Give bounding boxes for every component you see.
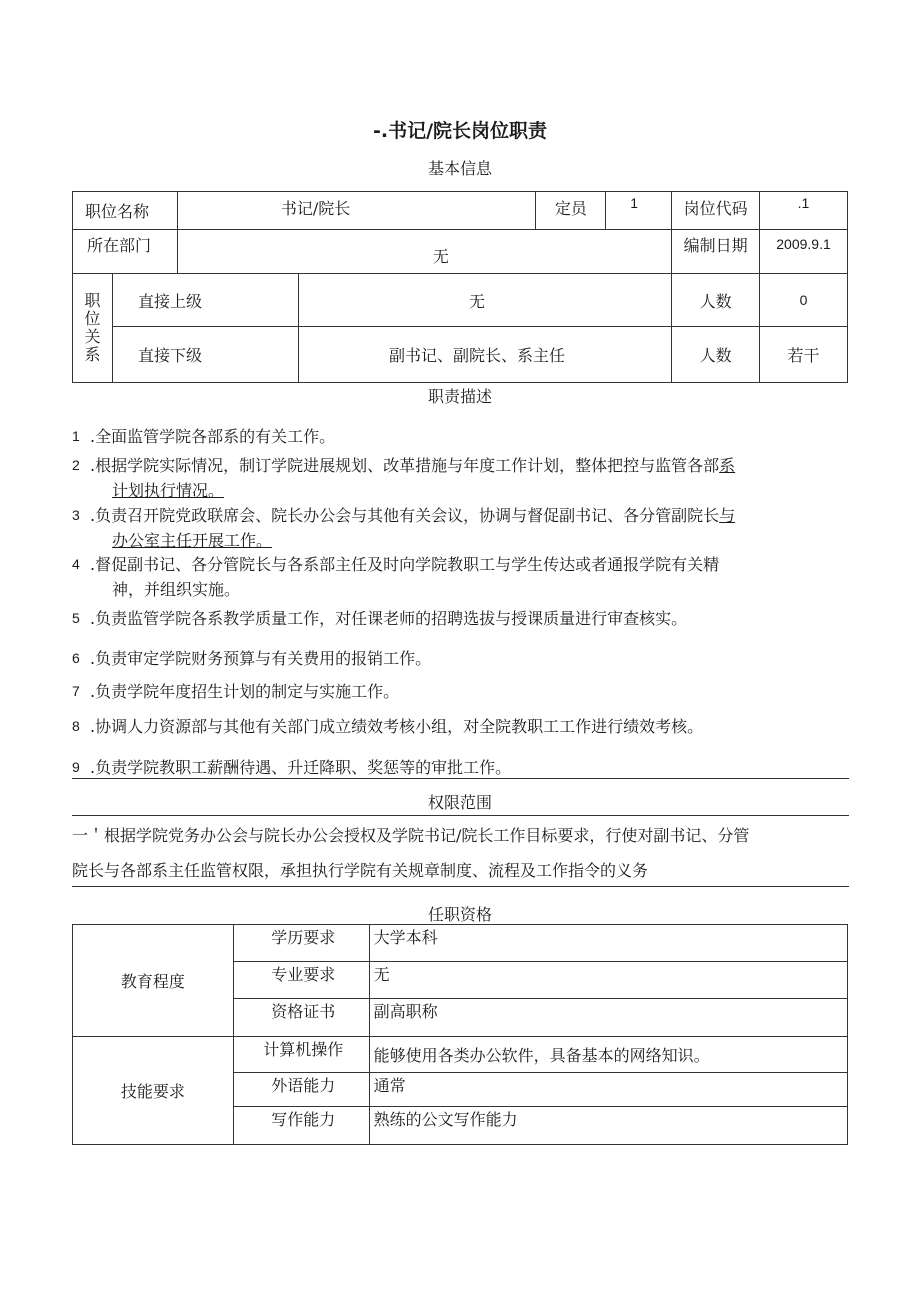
qualification-label: 资格证书	[233, 999, 369, 1037]
subordinate-count-value: 若干	[760, 327, 848, 383]
duty-text: .督促副书记、各分管院长与各系部主任及时向学院教职工与学生传达或者通报学院有关精	[90, 555, 720, 574]
skills-label: 技能要求	[73, 1037, 234, 1145]
section-duties-heading: 职责描述	[427, 387, 492, 406]
authority-text	[72, 818, 852, 888]
authority-line: 院长与各部系主任监管权限，承担执行学院有关规章制度、流程及工作指令的义务	[72, 861, 649, 880]
duty-text: .全面监管学院各部系的有关工作。	[90, 427, 336, 446]
subordinate-value: 副书记、副院长、系主任	[298, 327, 672, 383]
qualification-label: 计算机操作	[233, 1037, 369, 1073]
qualification-value: 无	[369, 962, 847, 999]
section-authority-heading: 权限范围	[427, 793, 492, 812]
duty-text: .根据学院实际情况，制订学院进展规划、改革措施与年度工作计划，整体把控与监管各部	[90, 456, 720, 475]
duty-number: 1	[72, 428, 80, 444]
duty-number: 9	[72, 759, 80, 775]
date-value: 2009.9.1	[760, 230, 848, 274]
qualification-label: 学历要求	[233, 925, 369, 962]
department-label: 所在部门	[73, 230, 178, 274]
duty-number: 3	[72, 507, 80, 523]
duty-item	[72, 679, 847, 704]
duty-text: .协调人力资源部与其他有关部门成立绩效考核小组，对全院教职工工作进行绩效考核。	[90, 717, 704, 736]
duty-number: 8	[72, 718, 80, 734]
duty-text: .负责学院教职工薪酬待遇、升迁降职、奖惩等的审批工作。	[90, 758, 512, 777]
duty-item	[72, 552, 847, 602]
duty-number: 2	[72, 457, 80, 473]
duty-item	[72, 646, 847, 671]
position-code-label: 岗位代码	[672, 192, 760, 230]
qualification-value: 通常	[369, 1073, 847, 1107]
subordinate-count-label: 人数	[672, 327, 760, 383]
qualification-value: 熟练的公文写作能力	[369, 1107, 847, 1145]
date-label: 编制日期	[672, 230, 760, 274]
duty-continuation: 办公室主任开展工作。	[112, 531, 273, 550]
duty-number: 6	[72, 650, 80, 666]
headcount-value: 1	[606, 192, 672, 230]
duty-text: .负责召开院党政联席会、院长办公会与其他有关会议，协调与督促副书记、各分管副院长	[90, 506, 720, 525]
duty-item	[72, 714, 847, 739]
duty-continuation: 神，并组织实施。	[112, 580, 241, 599]
duty-item	[72, 424, 847, 449]
section-qualification-heading: 任职资格	[427, 905, 492, 924]
position-code-value: .1	[760, 192, 848, 230]
duty-number: 7	[72, 683, 80, 699]
qualification-label: 外语能力	[233, 1073, 369, 1107]
subordinate-label: 直接下级	[112, 327, 298, 383]
divider	[72, 886, 849, 887]
superior-value: 无	[298, 274, 672, 327]
headcount-label: 定员	[536, 192, 606, 230]
duty-continuation: 计划执行情况。	[112, 481, 225, 500]
authority-line: 一＇根据学院党务办公会与院长办公会授权及学院书记/院长工作目标要求，行使对副书记、分管	[72, 826, 750, 845]
department-value: 无	[177, 230, 671, 274]
relation-char: 职	[84, 291, 101, 310]
position-name-value: 书记/院长	[177, 192, 536, 230]
qualification-label: 写作能力	[233, 1107, 369, 1145]
relation-char: 系	[84, 345, 101, 364]
education-label: 教育程度	[73, 925, 234, 1037]
qualification-value: 副高职称	[369, 999, 847, 1037]
page-title: -.书记/院长岗位职责	[372, 120, 548, 142]
superior-count-value: 0	[760, 274, 848, 327]
duty-text: .负责学院年度招生计划的制定与实施工作。	[90, 682, 400, 701]
duty-item	[72, 453, 847, 503]
qualification-value: 大学本科	[369, 925, 847, 962]
basic-info-table	[72, 191, 848, 383]
section-basic-heading: 基本信息	[427, 159, 492, 178]
duty-text: .负责审定学院财务预算与有关费用的报销工作。	[90, 649, 432, 668]
qualification-value: 能够使用各类办公软件，具备基本的网络知识。	[369, 1037, 847, 1073]
duty-item	[72, 755, 847, 780]
duty-item	[72, 503, 847, 553]
divider	[72, 815, 849, 816]
divider	[72, 778, 849, 779]
superior-count-label: 人数	[672, 274, 760, 327]
duty-number: 5	[72, 610, 80, 626]
relation-char: 位	[84, 309, 101, 328]
duty-text: .负责监管学院各系教学质量工作，对任课老师的招聘选拔与授课质量进行审查核实。	[90, 609, 688, 628]
duty-number: 4	[72, 556, 80, 572]
position-name-label: 职位名称	[73, 192, 178, 230]
duty-text-underlined: 系	[719, 456, 736, 475]
qualification-table	[72, 924, 848, 1145]
relation-label	[73, 274, 113, 383]
qualification-label: 专业要求	[233, 962, 369, 999]
duty-text-underlined: 与	[719, 506, 736, 525]
superior-label: 直接上级	[112, 274, 298, 327]
duty-item	[72, 606, 847, 631]
relation-char: 关	[84, 327, 101, 346]
